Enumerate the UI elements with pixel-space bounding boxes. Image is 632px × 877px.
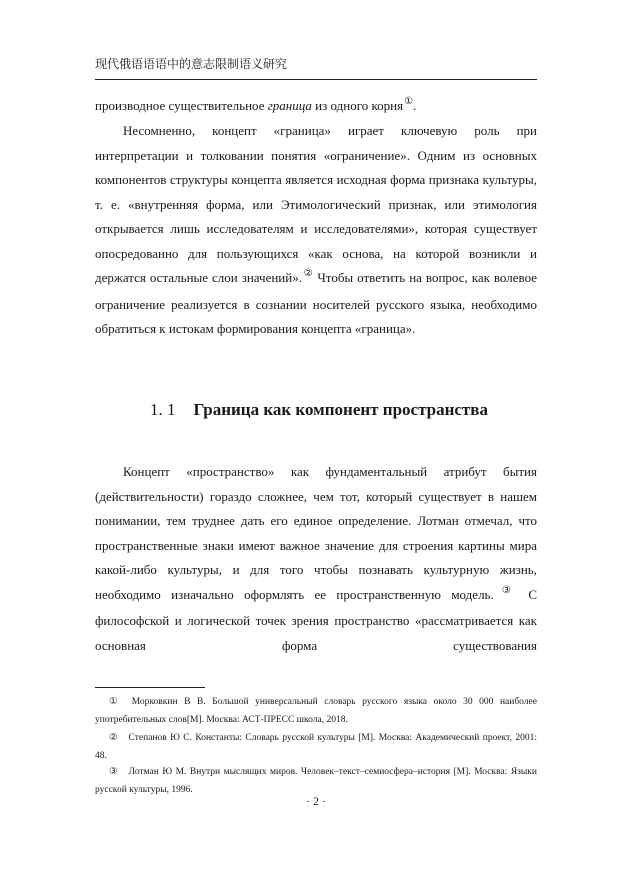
footnote-ref-2[interactable]: ② [302,268,314,279]
footnote-1 [95,693,537,729]
footnote-separator [95,687,205,688]
page-number: · 2 · [306,794,326,808]
footnote-mark: ② [109,733,119,743]
paragraph-1 [95,94,537,121]
footnote-2 [95,729,537,765]
footnote-ref-1[interactable]: ① [404,96,414,107]
footnote-text: Морковкин В В. Большой универсальный словарь русского языка около 30 000 наиболее употребительных слов[М]. Москва: АСТ-ПРЕСС школа, 2018. [95,697,537,725]
footnote-mark: ③ [109,767,119,777]
paragraph-3 [95,460,537,658]
running-header: 现代俄语语语中的意志限制语义研究 [95,57,288,71]
footnote-text: Степанов Ю С. Константы: Словарь русской культуры [М]. Москва: Академический проект, 2001: 48. [95,733,537,761]
p2-text-b: Чтобы ответить на вопрос, как волевое ограничение реализуется в сознании носителей русского языка, необходимо обратиться к истокам формирования концепта «граница». [95,270,537,336]
paragraph-2 [95,119,537,342]
header-rule [95,79,537,80]
section-number: 1. 1 [150,400,176,419]
p1-emphasis: граница [267,98,312,113]
section-heading [150,398,490,422]
footnote-ref-3[interactable]: ③ [494,584,518,596]
p1-text-before: производное существительное [95,98,268,113]
p3-text-b: С философской и логической точек зрения пространство «рассматривается как основная форма существования [95,586,537,653]
p1-text-end: . [413,98,417,113]
section-title: Граница как компонент пространства [193,400,488,419]
footnote-mark: ① [109,697,122,707]
p1-text-after: из одного корня [311,98,404,113]
footnote-text: Лотман Ю М. Внутри мыслящих миров. Человек–текст–семиосфера–история [М]. Москва: Языки русской культуры, 1996. [95,767,537,795]
p2-text-a: Несомненно, концепт «граница» играет ключевую роль при интерпретации и толковании понятия «ограничение». Одним из основных компонентов структуры концепта является исходная форма признака культуры, т. е. «внутренняя форма, или Этимологический признак, или этимология открывается лишь исследователям и исследователями», которая существует опосредованно для пользующихся «как основа, на которой возникли и держатся остальные слои значений». [95,123,537,285]
p3-text-a: Концепт «пространство» как фундаментальный атрибут бытия (действительности) гораздо сложнее, чем тот, который существует в нашем понимании, тем труднее дать его единое определение. Лотман отмечал, что пространственные знаки имеют важное значение для строения картины мира какой-либо культуры, и для того чтобы познавать культурную жизнь, необходимо изначально оформлять ее пространственную модель. [95,464,537,602]
